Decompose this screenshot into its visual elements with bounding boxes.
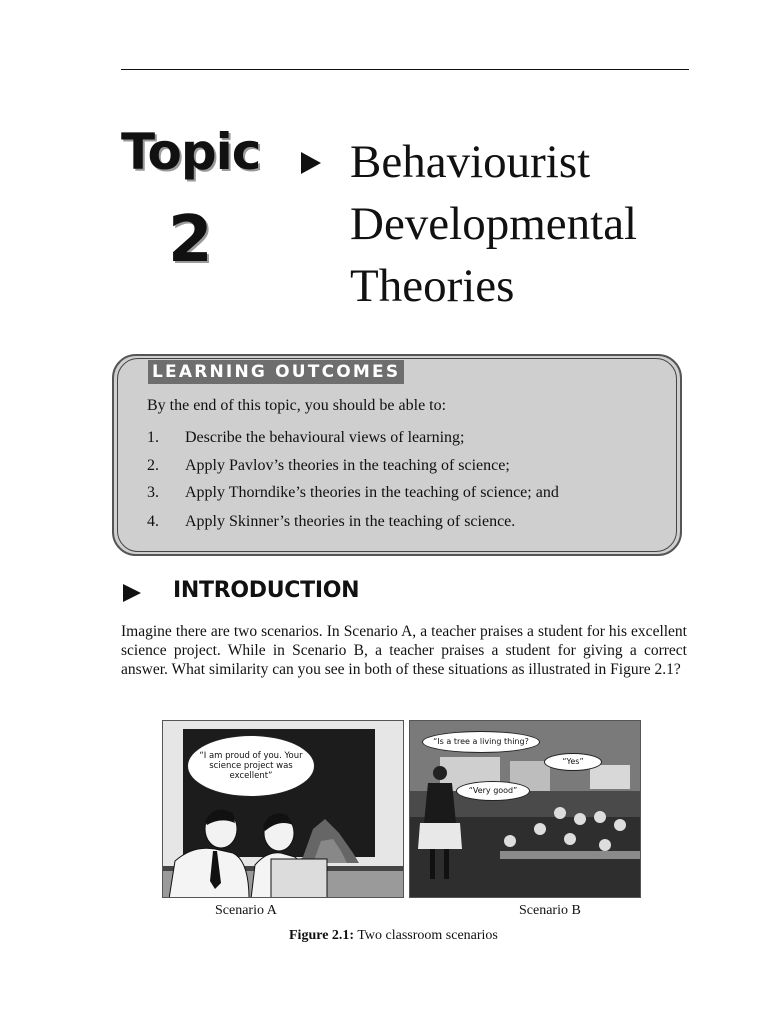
topic-title-line-2: Developmental <box>350 198 638 250</box>
intro-paragraph: Imagine there are two scenarios. In Scenario A, a teacher praises a student for his excellent science project. While in Scenario B, a teacher praises a student for giving a correct answer. What similarity can you see in both of these situations as illustrated in Figure 2.1? <box>121 623 687 678</box>
list-item <box>147 512 515 532</box>
scenario-a-illustration <box>162 720 404 898</box>
speech-bubble: “Is a tree a living thing? <box>422 731 540 753</box>
topic-title-line-3: Theories <box>350 260 515 312</box>
figure-caption-label: Figure 2.1: <box>289 928 355 943</box>
scenario-a-caption: Scenario A <box>215 903 277 918</box>
list-item-text: Apply Thorndike’s theories in the teaching of science; and <box>185 484 559 501</box>
topic-number: 2 <box>168 203 213 277</box>
learning-outcomes-header: LEARNING OUTCOMES <box>148 360 404 384</box>
top-rule <box>121 69 689 70</box>
list-item <box>147 428 464 448</box>
speech-bubble: “Very good” <box>456 781 530 801</box>
speech-bubble: “I am proud of you. Your science project was excellent” <box>187 735 315 797</box>
learning-outcomes-intro: By the end of this topic, you should be able to: <box>147 397 447 414</box>
list-item-text: Apply Skinner’s theories in the teaching of science. <box>185 513 516 530</box>
section-heading: INTRODUCTION <box>173 578 360 603</box>
list-item <box>147 483 559 503</box>
figure-caption <box>289 928 498 944</box>
topic-label: Topic <box>121 123 261 181</box>
topic-title-line-1: Behaviourist <box>350 136 591 188</box>
figure-caption-text: Two classroom scenarios <box>354 928 498 943</box>
list-item-text: Describe the behavioural views of learning; <box>185 429 465 446</box>
list-item-number: 3. <box>147 484 159 501</box>
list-item <box>147 456 510 476</box>
play-arrow-icon <box>122 583 142 603</box>
list-item-number: 1. <box>147 429 159 446</box>
scenario-b-photo <box>409 720 641 898</box>
list-item-text: Apply Pavlov’s theories in the teaching of science; <box>185 457 510 474</box>
speech-bubble: “Yes” <box>544 753 602 771</box>
play-arrow-icon <box>299 150 323 176</box>
list-item-number: 2. <box>147 457 159 474</box>
scenario-b-caption: Scenario B <box>519 903 581 918</box>
list-item-number: 4. <box>147 513 159 530</box>
